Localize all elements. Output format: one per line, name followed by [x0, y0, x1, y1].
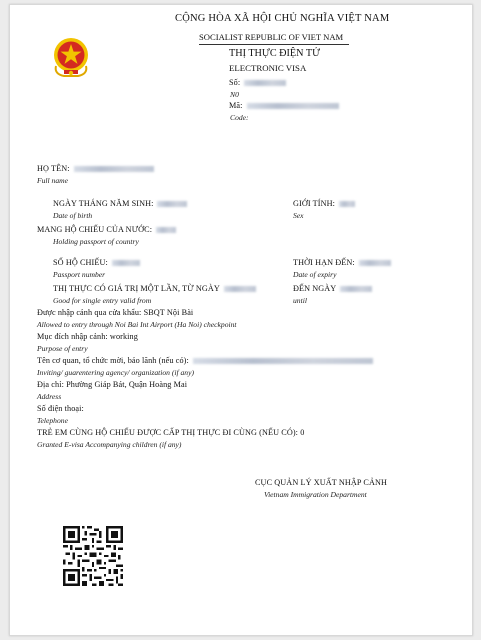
passport-number-label: SỐ HỘ CHIẾU: — [53, 258, 108, 267]
visa-number-label-en: N0 — [230, 90, 239, 99]
redacted-value — [112, 260, 140, 266]
address-vn: Địa chỉ: Phường Giáp Bát, Quận Hoàng Mai — [37, 380, 188, 389]
redacted-value — [156, 227, 176, 233]
redacted-value — [74, 166, 154, 172]
agency-field — [37, 356, 373, 365]
department-vn: CỤC QUẢN LÝ XUẤT NHẬP CẢNH — [255, 478, 388, 487]
header-underline — [199, 44, 349, 45]
nationality-label-en: Holding passport of country — [53, 237, 139, 246]
expiry-label-en: Date of expiry — [293, 270, 337, 279]
purpose-vn: Mục đích nhập cảnh: working — [37, 332, 138, 341]
entry-port-vn: Được nhập cảnh qua cửa khẩu: SBQT Nội Bài — [37, 308, 194, 317]
full-name-field — [37, 164, 154, 173]
visa-number-label: Số: — [229, 78, 241, 87]
redacted-value — [247, 103, 339, 109]
redacted-value — [157, 201, 187, 207]
valid-from-label-en: Good for single entry valid from — [53, 296, 152, 305]
valid-until-label-en: until — [293, 296, 307, 305]
visa-code-label: Mã: — [229, 101, 243, 110]
dob-field — [53, 199, 187, 208]
entry-port-en: Allowed to entry through Noi Bai Int Airport (Ha Noi) checkpoint — [37, 320, 237, 329]
passport-number-label-en: Passport number — [53, 270, 106, 279]
redacted-value — [339, 201, 355, 207]
header-country-vn: CỘNG HÒA XÃ HỘI CHỦ NGHĨA VIỆT NAM — [175, 13, 390, 24]
agency-label: Tên cơ quan, tổ chức mời, bảo lãnh (nếu có): — [37, 356, 189, 365]
children-en: Granted E-visa Accompanying children (if any) — [37, 440, 182, 449]
redacted-value — [224, 286, 256, 292]
nationality-field — [37, 225, 176, 234]
telephone-vn: Số điện thoại: — [37, 404, 84, 413]
dob-label: NGÀY THÁNG NĂM SINH: — [53, 199, 154, 208]
sex-label-en: Sex — [293, 211, 304, 220]
address-en: Address — [37, 392, 62, 401]
valid-from-label: THỊ THỰC CÓ GIÁ TRỊ MỘT LẦN, TỪ NGÀY — [53, 284, 220, 293]
national-emblem-icon — [50, 36, 92, 80]
purpose-en: Purpose of entry — [37, 344, 88, 353]
visa-number — [229, 78, 286, 87]
visa-code — [229, 101, 339, 110]
header-country-en: SOCIALIST REPUBLIC OF VIET NAM — [199, 32, 344, 42]
nationality-label: MANG HỘ CHIẾU CỦA NƯỚC: — [37, 225, 153, 234]
department-en: Vietnam Immigration Department — [264, 490, 367, 499]
valid-from-field — [53, 284, 256, 293]
dob-label-en: Date of birth — [53, 211, 93, 220]
visa-title-en: ELECTRONIC VISA — [229, 63, 307, 73]
visa-title-vn: THỊ THỰC ĐIỆN TỬ — [229, 48, 320, 59]
children-vn: TRẺ EM CÙNG HỘ CHIẾU ĐƯỢC CẤP THỊ THỰC ĐI CÙNG (NẾU CÓ): 0 — [37, 428, 305, 437]
redacted-value — [359, 260, 391, 266]
qr-code-icon — [63, 526, 123, 586]
telephone-en: Telephone — [37, 416, 68, 425]
agency-label-en: Inviting/ guarentering agency/ organization (if any) — [37, 368, 194, 377]
visa-code-label-en: Code: — [230, 113, 249, 122]
full-name-label-en: Full name — [37, 176, 69, 185]
valid-until-field — [293, 284, 372, 293]
valid-until-label: ĐẾN NGÀY — [293, 284, 337, 293]
expiry-field — [293, 258, 391, 267]
redacted-value — [244, 80, 286, 86]
expiry-label: THỜI HẠN ĐẾN: — [293, 258, 355, 267]
sex-label: GIỚI TÍNH: — [293, 199, 336, 208]
redacted-value — [340, 286, 372, 292]
passport-number-field — [53, 258, 140, 267]
full-name-label: HỌ TÊN: — [37, 164, 70, 173]
sex-field — [293, 199, 355, 208]
redacted-value — [193, 358, 373, 364]
visa-document — [9, 4, 473, 636]
